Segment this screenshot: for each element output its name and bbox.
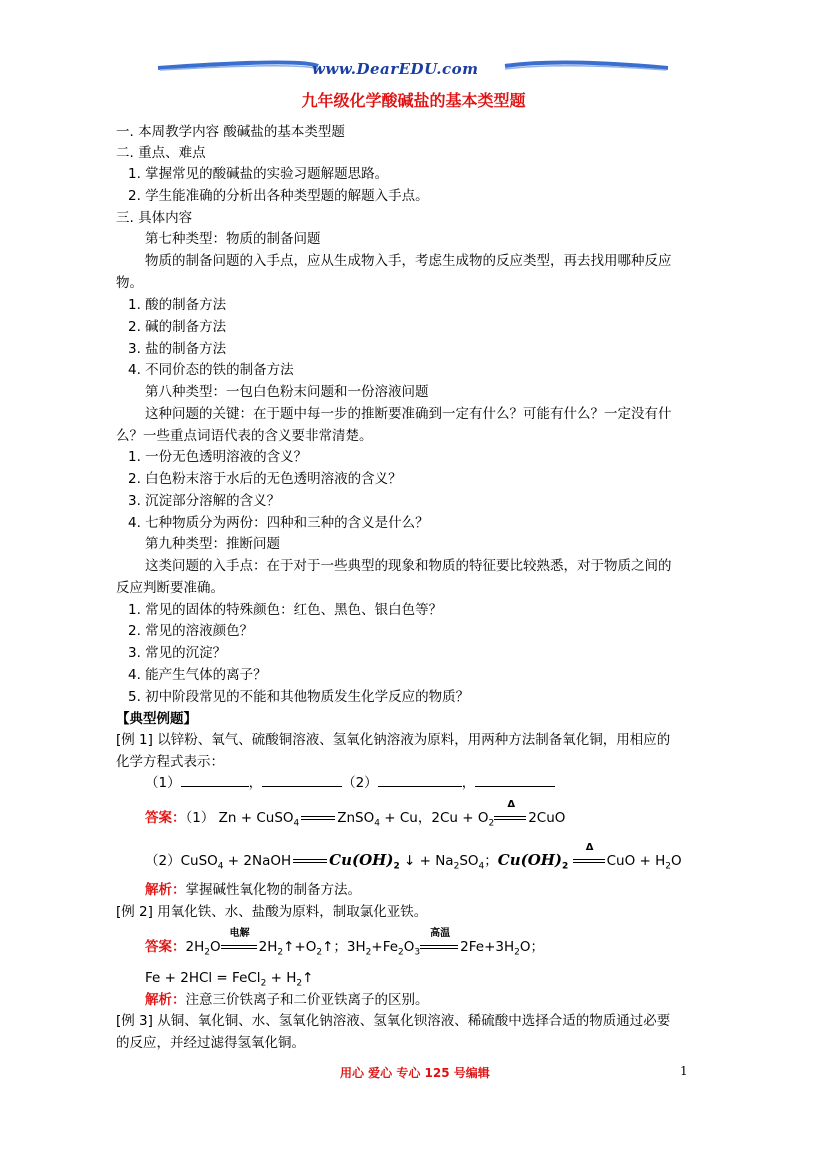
example-3: [例 3] 从铜、氧化铜、水、氢氧化钠溶液、氢氧化钡溶液、稀硫酸中选择合适的物质通过必要 [116,1013,671,1029]
line: 这种问题的关键：在于题中每一步的推断要准确到一定有什么？可能有什么？一定没有什 [145,406,672,422]
line: 4. 不同价态的铁的制备方法 [128,362,294,378]
line: 这类问题的入手点：在于对于一些典型的现象和物质的特征要比较熟悉，对于物质之间的 [145,558,672,574]
line: 2. 学生能准确的分析出各种类型题的解题入手点。 [128,188,429,204]
line: 1. 常见的固体的特殊颜色：红色、黑色、银白色等？ [128,602,443,618]
line: 二. 重点、难点 [116,145,206,161]
footer-text: 用心 爱心 专心 125 号编辑 [340,1066,490,1080]
answer-3: 答案：$2H_2O$ 电解 $2H_2↑+O_2↑$；$3H_2+Fe_2O_3$ 高温 $2Fe+3H_2O$； [145,928,545,958]
line: 么？一些重点词语代表的含义要非常清楚。 [116,428,373,444]
line: 化学方程式表示： [116,754,224,770]
analysis-1: 解析：掌握碱性氧化物的制备方法。 [145,882,361,898]
line: 5. 初中阶段常见的不能和其他物质发生化学反应的物质？ [128,689,470,705]
line: 第八种类型：一包白色粉末问题和一份溶液问题 [145,384,429,400]
answer-4: Fe + 2HCl = FeCl$_2$ + $H_2↑$ [145,970,314,989]
line: 3. 沉淀部分溶解的含义？ [128,493,281,509]
line: 1. 掌握常见的酸碱盐的实验习题解题思路。 [128,166,389,182]
answer-blanks: （1） ， （2） ， [145,773,555,793]
answer-2: （2）CuSO$_4$ + 2NaOH $Cu(OH)_2$ ↓ + $Na_2SO_4$；$Cu(OH)_2$ Δ CuO + $H_2O$ [145,842,682,872]
line: 2. 白色粉末溶于水后的无色透明溶液的含义？ [128,471,402,487]
line: 1. 一份无色透明溶液的含义？ [128,449,308,465]
line: 2. 常见的溶液颜色？ [128,623,254,639]
page-header [0,0,827,90]
blank[interactable] [262,773,342,787]
line: [例 1] 以锌粉、氧气、硫酸铜溶液、氢氧化钠溶液为原料，用两种方法制备氧化铜，用相应的 [116,732,671,748]
blank[interactable] [475,773,555,787]
line: 4. 能产生气体的离子？ [128,667,267,683]
blank[interactable] [181,773,249,787]
analysis-2: 解析：注意三价铁离子和二价亚铁离子的区别。 [145,992,429,1008]
line: 物。 [116,275,143,291]
section-heading: 【典型例题】 [116,711,197,727]
line: 3. 常见的沉淀？ [128,645,227,661]
line: 第七种类型：物质的制备问题 [145,231,321,247]
doc-title: 九年级化学酸碱盐的基本类型题 [301,91,526,110]
line: 反应判断要准确。 [116,580,224,596]
line: 3. 盐的制备方法 [128,341,227,357]
example-2: [例 2] 用氧化铁、水、盐酸为原料，制取氯化亚铁。 [116,904,428,920]
line: 第九种类型：推断问题 [145,536,280,552]
line: 的反应，并经过滤得氢氧化铜。 [116,1035,305,1051]
answer-1: 答案：（1） Zn + CuSO$_4$ ZnSO$_4$ + Cu，$2Cu + O_2$ Δ 2CuO [145,799,566,829]
line: 物质的制备问题的入手点，应从生成物入手，考虑生成物的反应类型，再去找用哪种反应 [145,253,672,269]
site-url[interactable]: www.DearEDU.com [312,60,479,78]
line: 三. 具体内容 [116,210,193,226]
line: 1. 酸的制备方法 [128,297,227,313]
blank[interactable] [378,773,462,787]
line: 2. 碱的制备方法 [128,319,227,335]
line: 一. 本周教学内容 酸碱盐的基本类型题 [116,124,345,140]
line: 4. 七种物质分为两份：四种和三种的含义是什么？ [128,515,429,531]
page-number: 1 [680,1064,688,1078]
